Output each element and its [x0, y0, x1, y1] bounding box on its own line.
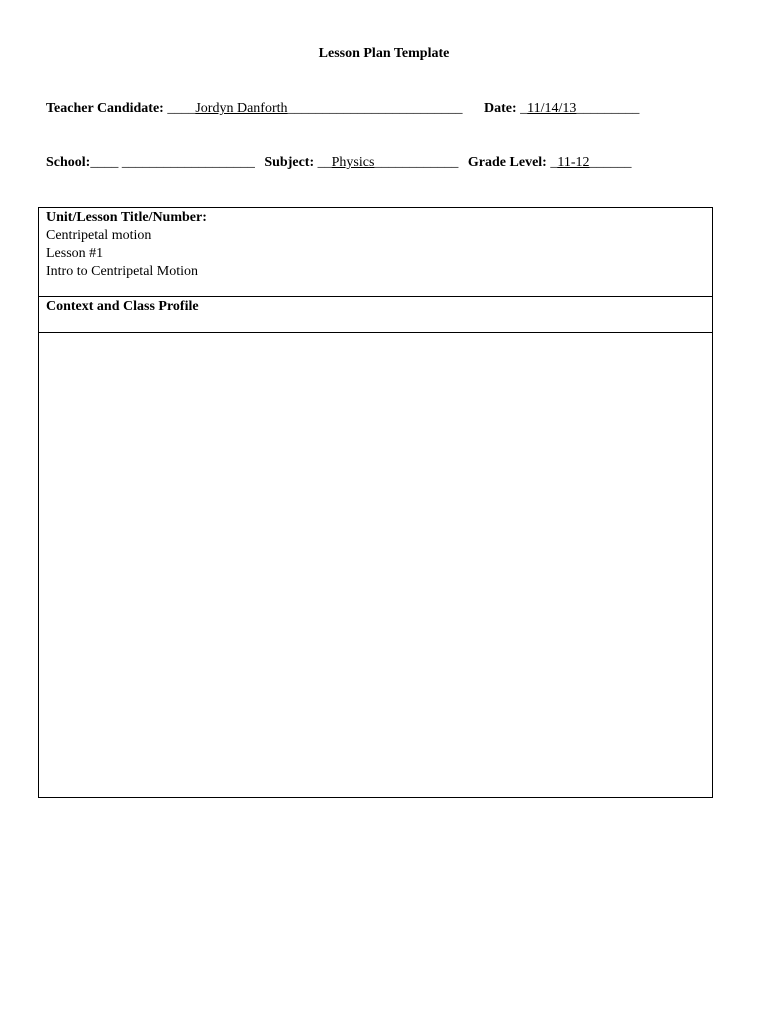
subject-label: Subject: — [264, 155, 315, 170]
school-subject-grade-row — [46, 154, 632, 172]
context-class-profile-body[interactable] — [39, 333, 712, 795]
unit-lesson-line: Centripetal motion — [46, 228, 152, 243]
date-label: Date: — [484, 101, 517, 116]
teacher-candidate-label: Teacher Candidate: — [46, 101, 164, 116]
lesson-form-table — [38, 207, 713, 798]
subject-lead: __ — [317, 155, 332, 170]
document-title: Lesson Plan Template — [318, 46, 450, 61]
context-class-profile-heading: Context and Class Profile — [39, 297, 712, 333]
teacher-candidate-trail: _________________________ — [287, 101, 463, 116]
unit-lesson-line: Lesson #1 — [46, 246, 104, 261]
date-lead: _ — [520, 101, 528, 116]
grade-level-trail: ______ — [589, 155, 632, 170]
subject-value[interactable]: Physics — [331, 155, 375, 170]
subject-group — [264, 155, 462, 170]
teacher-date-row — [46, 100, 639, 118]
teacher-candidate-lead: ____ — [167, 101, 196, 116]
subject-trail: ____________ — [374, 155, 459, 170]
unit-lesson-line: Intro to Centripetal Motion — [46, 264, 199, 279]
date-trail: _________ — [576, 101, 640, 116]
date-value[interactable]: 11/14/13 — [527, 101, 577, 116]
school-label: School: — [46, 155, 91, 170]
unit-lesson-section[interactable] — [39, 208, 712, 297]
grade-level-lead: _ — [550, 155, 558, 170]
date-group — [484, 101, 639, 116]
grade-level-label: Grade Level: — [467, 155, 547, 170]
grade-level-value[interactable]: 11-12 — [557, 155, 590, 170]
teacher-candidate-value[interactable]: Jordyn Danforth — [195, 101, 288, 116]
school-trail: __________________ — [128, 155, 255, 170]
grade-level-group — [468, 155, 632, 170]
unit-lesson-heading: Unit/Lesson Title/Number: — [46, 210, 207, 225]
school-lead: ____ _ — [90, 155, 129, 170]
